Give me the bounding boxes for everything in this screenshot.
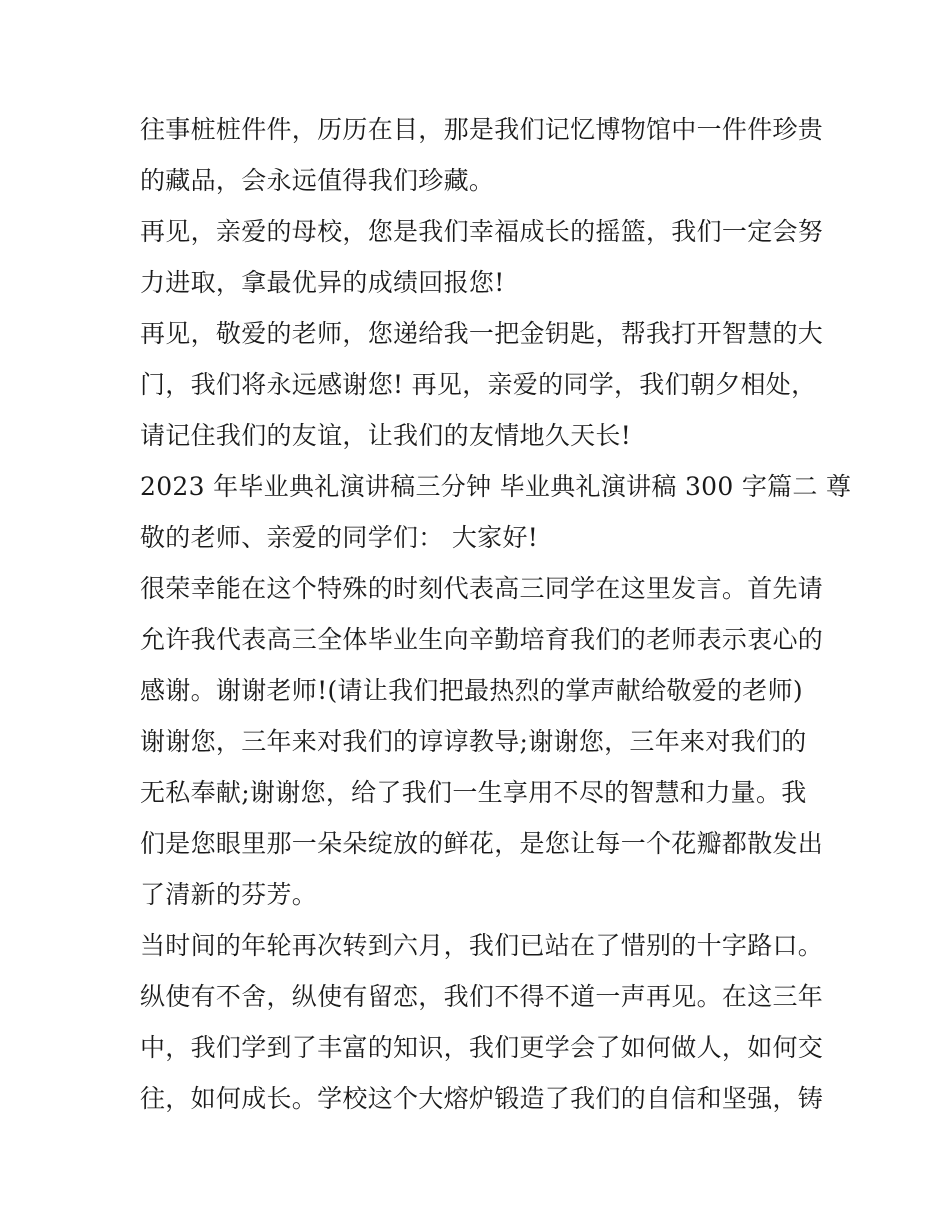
text-line: 请记住我们的友谊，让我们的友情地久天长!: [140, 421, 632, 450]
text-line: 往，如何成长。学校这个大熔炉锻造了我们的自信和坚强，铸: [140, 1084, 824, 1113]
text-line: 纵使有不舍，纵使有留恋，我们不得不道一声再见。在这三年: [140, 982, 824, 1011]
text-line: 无私奉献;谢谢您，给了我们一生享用不尽的智慧和力量。我: [140, 778, 807, 807]
text-line: 的藏品，会永远值得我们珍藏。: [140, 166, 495, 195]
text-line: 很荣幸能在这个特殊的时刻代表高三同学在这里发言。首先请: [140, 574, 824, 603]
text-line: 2023 年毕业典礼演讲稿三分钟 毕业典礼演讲稿 300 字篇二 尊: [140, 472, 852, 501]
text-line: 再见，敬爱的老师，您递给我一把金钥匙，帮我打开智慧的大: [140, 319, 824, 348]
text-line: 当时间的年轮再次转到六月，我们已站在了惜别的十字路口。: [140, 931, 824, 960]
text-line: 了清新的芬芳。: [140, 880, 318, 909]
text-line: 力进取，拿最优异的成绩回报您!: [140, 268, 505, 297]
text-line: 中，我们学到了丰富的知识，我们更学会了如何做人，如何交: [140, 1033, 824, 1062]
text-line: 往事桩桩件件，历历在目，那是我们记忆博物馆中一件件珍贵: [140, 115, 824, 144]
text-line: 允许我代表高三全体毕业生向辛勤培育我们的老师表示衷心的: [140, 625, 824, 654]
document-body: [140, 104, 852, 1124]
text-line: 感谢。谢谢老师!(请让我们把最热烈的掌声献给敬爱的老师): [140, 676, 803, 705]
text-line: 们是您眼里那一朵朵绽放的鲜花，是您让每一个花瓣都散发出: [140, 829, 824, 858]
text-line: 再见，亲爱的母校，您是我们幸福成长的摇篮，我们一定会努: [140, 217, 824, 246]
text-line: 门，我们将永远感谢您! 再见，亲爱的同学，我们朝夕相处，: [140, 370, 817, 399]
text-line: 谢谢您，三年来对我们的谆谆教导;谢谢您，三年来对我们的: [140, 727, 807, 756]
text-line: 敬的老师、亲爱的同学们： 大家好!: [140, 523, 539, 552]
